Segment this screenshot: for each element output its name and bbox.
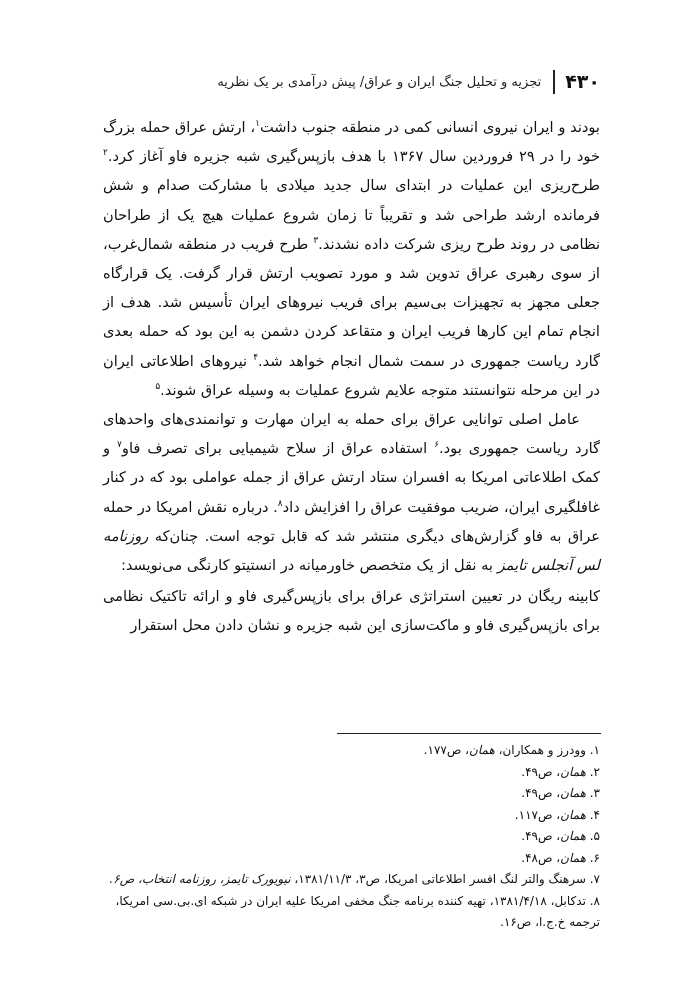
footnote-text: ۳. — [585, 786, 600, 800]
text-run: طرح فریب در منطقه شمال‌غرب، از سوی رهبری عراق تدوین شد و مورد تصویب ارتش قرار گرفت. یک قرارگاه جعلی مجهز به تجهیزات بی‌سیم برای فریب نیروهای ایران تأسیس شد. هدف از انجام تمام این کارها فریب ایران و متقاعد کردن دشمن به این بود که حمله بعدی گارد ریاست جمهوری در سمت شمال انجام خواهد شد. — [103, 235, 600, 370]
footnote-text: ، ص۴۹. — [521, 829, 561, 843]
text-run: نیروهای اطلاعاتی ایران در این مرحله نتوانستند متوجه علایم شروع عملیات به وسیله عراق شوند. — [103, 352, 600, 399]
footnote-text: ، ص۴۹. — [521, 786, 561, 800]
footnote-text: ، ص۴۸. — [521, 850, 561, 865]
text-run: عامل اصلی توانایی عراق برای حمله به ایران مهارت و توانمندی‌های واحدهای گارد ریاست جمهوری بود. — [103, 411, 600, 458]
footnote-source-title: همان — [560, 807, 586, 822]
footnote-item — [103, 805, 600, 827]
newspaper-title: روزنامه لس آنجلس تایمز — [103, 527, 600, 575]
footnote-ref-5: ۵ — [155, 381, 161, 392]
text-run: استفاده عراق از سلاح شیمیایی برای تصرف فاو — [121, 440, 435, 458]
footnote-text: ۷. سرهنگ والتر لنگ افسر اطلاعاتی امریکا، ص۳، ۱۳۸۱/۱۱/۳، — [290, 872, 600, 886]
footnote-text: ۶. — [585, 850, 600, 865]
page-number: ۴۳۰ — [553, 70, 600, 94]
footnote-text: ۵. — [585, 829, 600, 843]
footnote-item — [103, 891, 600, 934]
footnote-item — [103, 848, 600, 870]
footnote-text: ۸. تدکابل، ۱۳۸۱/۴/۱۸، تهیه کننده برنامه جنگ مخفی امریکا علیه ایران در شبکه ای.بی.سی امریکا، ترجمه خ.ج.ا، ص۱۶. — [115, 893, 600, 929]
footnotes — [103, 740, 600, 934]
footnote-source-title: نیویورک تایمز، روزنامه انتخاب، ص۶. — [109, 872, 291, 886]
footnote-ref-3: ۳ — [313, 235, 319, 246]
footnote-item — [103, 740, 600, 762]
footnote-ref-8: ۸ — [277, 498, 283, 509]
text-run: ، ارتش عراق حمله بزرگ خود را در ۲۹ فروردین سال ۱۳۶۷ با هدف بازپس‌گیری شبه جزیره فاو آغاز کرد. — [103, 119, 600, 166]
running-title: تجزیه و تحلیل جنگ ایران و عراق/ پیش درآمدی بر یک نظریه — [217, 74, 542, 90]
footnote-text: ۴. — [585, 807, 600, 822]
footnote-source-title: همان — [560, 764, 586, 779]
footnote-text: ۲. — [585, 764, 600, 779]
paragraph-2 — [103, 405, 600, 580]
footnote-ref-1: ۱ — [255, 119, 260, 130]
footnote-text: ، ص۱۱۷. — [514, 807, 561, 822]
page-header — [200, 62, 600, 102]
text-run: بودند و ایران نیروی انسانی کمی در منطقه جنوب داشت — [259, 119, 600, 136]
footnote-item — [103, 826, 600, 848]
footnote-item — [103, 783, 600, 805]
text-run: و کمک اطلاعاتی امریکا به افسران ستاد ارتش عراق از جمله عواملی بود که در کنار غافلگیری ایران، ضریب موفقیت عراق را افزایش داد — [103, 440, 600, 516]
quoted-paragraph: کابینه ریگان در تعیین استراتژی عراق برای بازپس‌گیری فاو و ارائه تاکتیک نظامی برای بازپس‌گیری فاو و ماکت‌سازی این شبه جزیره و نشان دادن محل استقرار — [103, 588, 600, 635]
footnote-ref-7: ۷ — [117, 440, 122, 451]
footnote-text: ، ص۴۹. — [521, 764, 561, 779]
footnote-source-title: همان — [560, 786, 586, 800]
main-text — [103, 113, 600, 641]
footnote-text: ۱. وودرز و همکاران، — [494, 743, 600, 757]
footnote-source-title: همان — [560, 850, 586, 865]
text-run: به نقل از یک متخصص خاورمیانه در انستیتو کارنگی می‌نویسد: — [120, 557, 498, 575]
text-run: طرح‌ریزی این عملیات در ابتدای سال جدید میلادی با مشارکت صدام و شش فرمانده ارشد طراحی شد و تقریباً تا زمان شروع عملیات هیچ یک از طراحان نظامی در روند طرح ریزی شرکت داده نشدند. — [103, 177, 601, 253]
footnote-separator — [337, 733, 601, 734]
footnote-ref-2: ۲ — [103, 148, 108, 159]
footnote-ref-6: ۶ — [434, 440, 440, 451]
footnote-ref-4: ۴ — [253, 352, 259, 363]
text-run: . درباره نقش امریکا در حمله عراق به فاو گزارش‌های دیگری منتشر شد که قابل توجه است. چنان‌که — [103, 498, 600, 545]
footnote-source-title: همان — [469, 743, 495, 757]
paragraph-1 — [103, 113, 600, 405]
footnote-item — [103, 869, 600, 891]
footnote-item — [103, 762, 600, 784]
footnote-source-title: همان — [560, 829, 586, 843]
footnote-text: ، ص۱۷۷. — [423, 743, 470, 757]
